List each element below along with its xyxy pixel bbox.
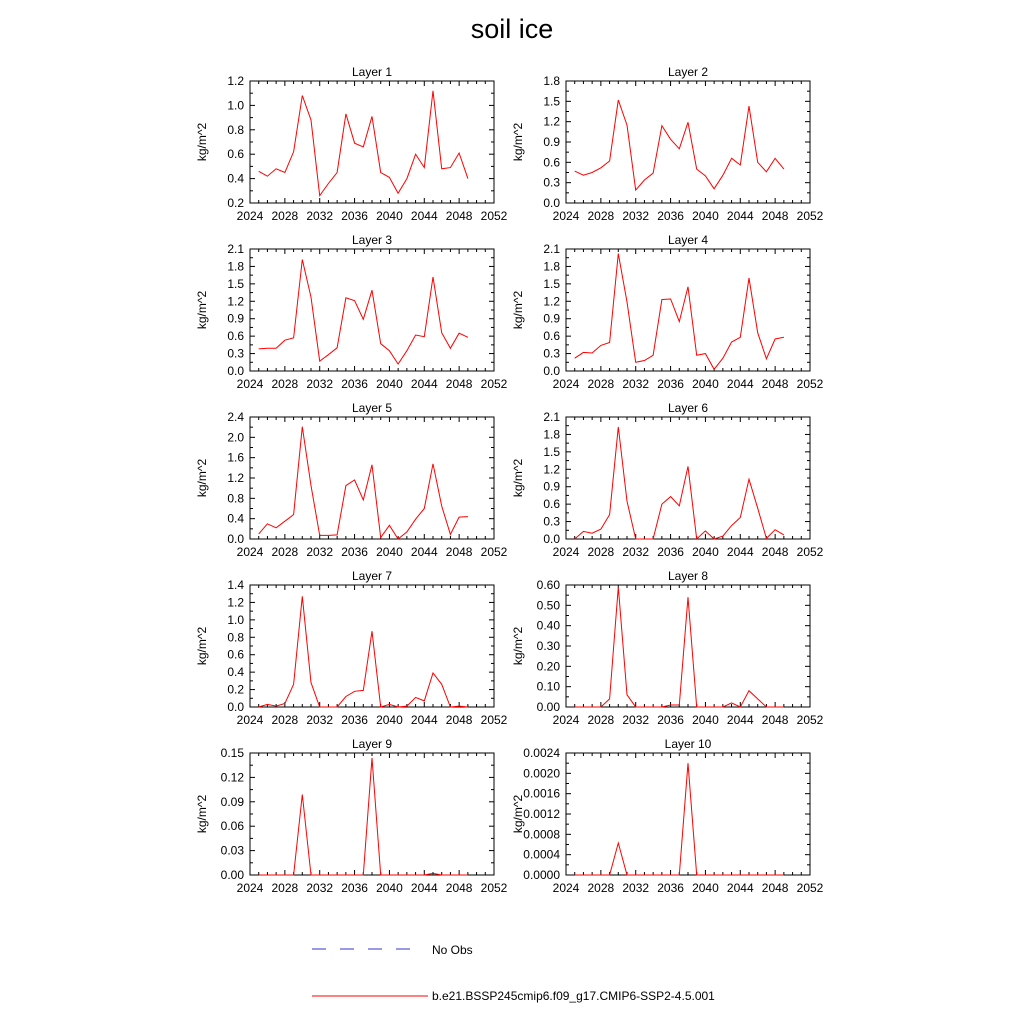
plot-frame	[566, 417, 810, 539]
y-tick-label: 0.6	[543, 329, 560, 344]
y-tick-label: 0.8	[227, 122, 244, 137]
y-tick-label: 0.2	[227, 682, 244, 697]
x-tick-label: 2040	[376, 545, 403, 559]
x-tick-label: 2048	[445, 377, 473, 391]
y-axis-label: kg/m^2	[195, 794, 209, 834]
y-tick-label: 0.6	[227, 329, 244, 344]
panel	[195, 65, 508, 223]
x-tick-label: 2032	[306, 881, 334, 895]
x-tick-label: 2044	[726, 377, 754, 391]
y-axis-label: kg/m^2	[195, 122, 209, 162]
x-tick-label: 2048	[445, 545, 473, 559]
x-tick-label: 2036	[657, 545, 684, 559]
x-tick-label: 2044	[410, 377, 438, 391]
y-tick-label: 0.10	[536, 679, 560, 694]
series-line	[575, 587, 784, 707]
y-tick-label: 1.5	[543, 444, 560, 459]
x-tick-label: 2052	[480, 209, 508, 223]
x-tick-label: 2028	[587, 209, 615, 223]
y-tick-label: 0.03	[220, 843, 244, 858]
x-tick-label: 2024	[236, 545, 264, 559]
panel	[511, 569, 824, 727]
y-tick-label: 0.0008	[523, 827, 560, 842]
panel-title: Layer 7	[351, 569, 393, 583]
series-line	[259, 596, 468, 707]
y-tick-label: 1.8	[227, 259, 244, 274]
x-tick-label: 2024	[236, 209, 264, 223]
x-tick-label: 2036	[341, 881, 368, 895]
y-tick-label: 0.3	[227, 346, 244, 361]
y-axis-label: kg/m^2	[511, 626, 525, 666]
x-tick-label: 2052	[480, 545, 508, 559]
x-tick-label: 2032	[622, 545, 650, 559]
panel	[511, 737, 824, 895]
x-tick-label: 2052	[480, 377, 508, 391]
y-tick-label: 0.30	[536, 639, 560, 653]
x-tick-label: 2032	[306, 209, 334, 223]
y-axis-label: kg/m^2	[511, 794, 525, 834]
y-tick-label: 0.06	[220, 819, 244, 834]
x-tick-label: 2044	[410, 209, 438, 223]
y-tick-label: 0.50	[536, 598, 560, 613]
panel	[195, 737, 508, 895]
panel-title: Layer 6	[667, 401, 709, 415]
y-tick-label: 0.0004	[523, 847, 560, 862]
series-line	[259, 260, 468, 365]
y-tick-label: 2.1	[543, 242, 560, 256]
plot-frame	[250, 249, 494, 371]
x-tick-label: 2028	[271, 713, 299, 727]
y-tick-label: 0.0020	[523, 766, 560, 781]
y-tick-label: 2.4	[227, 410, 244, 424]
x-tick-label: 2036	[341, 713, 368, 727]
y-tick-label: 0.4	[227, 171, 244, 186]
y-axis-label: kg/m^2	[511, 290, 525, 330]
x-tick-label: 2040	[692, 881, 719, 895]
y-tick-label: 1.5	[227, 276, 244, 291]
y-tick-label: 0.6	[227, 147, 244, 162]
x-tick-label: 2036	[657, 209, 684, 223]
series-line	[259, 758, 468, 875]
y-tick-label: 0.0	[543, 364, 560, 378]
x-tick-label: 2052	[796, 881, 824, 895]
x-tick-label: 2024	[236, 881, 264, 895]
panel-title: Layer 9	[351, 737, 393, 751]
x-tick-label: 2024	[552, 377, 580, 391]
x-tick-label: 2024	[552, 545, 580, 559]
x-tick-label: 2044	[410, 713, 438, 727]
x-tick-label: 2028	[587, 881, 615, 895]
plot-frame	[566, 753, 810, 875]
x-tick-label: 2028	[271, 881, 299, 895]
x-tick-label: 2032	[622, 209, 650, 223]
y-tick-label: 0.00	[536, 700, 560, 714]
y-tick-label: 0.4	[227, 665, 244, 680]
y-tick-label: 0.2	[227, 196, 244, 210]
x-tick-label: 2040	[692, 209, 719, 223]
y-tick-label: 0.60	[536, 578, 560, 592]
y-tick-label: 0.6	[543, 155, 560, 170]
plot-frame	[566, 81, 810, 203]
x-tick-label: 2028	[271, 545, 299, 559]
x-tick-label: 2044	[410, 545, 438, 559]
y-tick-label: 1.5	[543, 276, 560, 291]
x-tick-label: 2044	[726, 545, 754, 559]
series-line	[575, 254, 784, 370]
y-tick-label: 0.0	[543, 532, 560, 546]
y-tick-label: 0.0	[227, 532, 244, 546]
legend-obs-label: No Obs	[432, 943, 473, 957]
y-tick-label: 0.9	[543, 135, 560, 149]
plot-frame	[250, 753, 494, 875]
x-tick-label: 2052	[480, 713, 508, 727]
y-tick-label: 2.1	[227, 242, 244, 256]
legend	[0, 930, 1024, 1010]
y-tick-label: 1.2	[227, 294, 244, 309]
x-tick-label: 2028	[587, 713, 615, 727]
y-axis-label: kg/m^2	[511, 458, 525, 498]
panel-title: Layer 1	[351, 65, 393, 79]
panel-title: Layer 10	[664, 737, 712, 751]
x-tick-label: 2036	[341, 209, 368, 223]
panel	[511, 233, 824, 391]
y-tick-label: 0.0	[227, 364, 244, 378]
x-tick-label: 2024	[552, 209, 580, 223]
y-tick-label: 1.8	[543, 427, 560, 442]
x-tick-label: 2044	[726, 881, 754, 895]
panel	[195, 569, 508, 727]
y-tick-label: 0.3	[543, 175, 560, 190]
y-tick-label: 0.0	[543, 196, 560, 210]
panel-title: Layer 3	[351, 233, 393, 247]
y-tick-label: 1.8	[543, 259, 560, 274]
y-tick-label: 0.3	[543, 514, 560, 529]
x-tick-label: 2048	[761, 209, 789, 223]
x-tick-label: 2024	[236, 377, 264, 391]
x-tick-label: 2036	[341, 377, 368, 391]
y-axis-label: kg/m^2	[195, 626, 209, 666]
y-tick-label: 0.0	[227, 700, 244, 714]
x-tick-label: 2044	[726, 713, 754, 727]
y-tick-label: 0.6	[543, 497, 560, 512]
x-tick-label: 2028	[587, 377, 615, 391]
x-tick-label: 2048	[761, 713, 789, 727]
y-axis-label: kg/m^2	[195, 458, 209, 498]
y-tick-label: 0.3	[543, 346, 560, 361]
x-tick-label: 2036	[341, 545, 368, 559]
x-tick-label: 2040	[692, 377, 719, 391]
x-tick-label: 2028	[271, 377, 299, 391]
y-tick-label: 0.8	[227, 630, 244, 645]
x-tick-label: 2032	[306, 377, 334, 391]
x-tick-label: 2040	[692, 713, 719, 727]
y-tick-label: 1.2	[227, 471, 244, 485]
y-tick-label: 2.0	[227, 430, 244, 445]
y-tick-label: 2.1	[543, 410, 560, 424]
y-tick-label: 1.4	[227, 578, 244, 592]
y-tick-label: 0.09	[220, 794, 244, 809]
x-tick-label: 2028	[271, 209, 299, 223]
x-tick-label: 2048	[761, 377, 789, 391]
x-tick-label: 2040	[376, 881, 403, 895]
x-tick-label: 2032	[622, 713, 650, 727]
panel	[511, 401, 824, 559]
y-tick-label: 0.4	[227, 511, 244, 526]
series-line	[259, 427, 468, 539]
x-tick-label: 2024	[552, 881, 580, 895]
x-tick-label: 2040	[376, 713, 403, 727]
x-tick-label: 2052	[796, 377, 824, 391]
y-tick-label: 0.0016	[523, 786, 560, 801]
y-tick-label: 0.9	[543, 479, 560, 494]
x-tick-label: 2048	[445, 713, 473, 727]
figure-title: soil ice	[470, 14, 554, 44]
y-tick-label: 0.0000	[523, 868, 560, 882]
y-tick-label: 0.0024	[523, 746, 560, 760]
y-tick-label: 0.15	[220, 746, 244, 760]
y-tick-label: 0.00	[220, 868, 244, 882]
x-tick-label: 2040	[376, 377, 403, 391]
panel	[511, 65, 824, 223]
y-tick-label: 1.2	[227, 595, 244, 610]
x-tick-label: 2032	[622, 377, 650, 391]
x-tick-label: 2052	[480, 881, 508, 895]
x-tick-label: 2048	[761, 545, 789, 559]
panel-title: Layer 5	[351, 401, 393, 415]
x-tick-label: 2036	[657, 713, 684, 727]
y-axis-label: kg/m^2	[511, 122, 525, 162]
x-tick-label: 2040	[692, 545, 719, 559]
x-tick-label: 2052	[796, 713, 824, 727]
y-tick-label: 1.2	[543, 462, 560, 477]
plot-frame	[566, 249, 810, 371]
y-axis-label: kg/m^2	[195, 290, 209, 330]
x-tick-label: 2036	[657, 881, 684, 895]
panel-title: Layer 8	[667, 569, 709, 583]
x-tick-label: 2048	[445, 209, 473, 223]
y-tick-label: 0.12	[220, 770, 244, 785]
y-tick-label: 1.5	[543, 94, 560, 109]
x-tick-label: 2032	[622, 881, 650, 895]
series-line	[575, 100, 784, 190]
y-tick-label: 0.6	[227, 647, 244, 662]
y-tick-label: 0.8	[227, 491, 244, 506]
x-tick-label: 2028	[587, 545, 615, 559]
x-tick-label: 2024	[236, 713, 264, 727]
x-tick-label: 2032	[306, 545, 334, 559]
x-tick-label: 2052	[796, 545, 824, 559]
y-tick-label: 0.0012	[523, 807, 560, 821]
x-tick-label: 2040	[376, 209, 403, 223]
y-tick-label: 0.9	[543, 311, 560, 326]
panel-title: Layer 4	[667, 233, 709, 247]
y-tick-label: 0.20	[536, 659, 560, 674]
y-tick-label: 1.2	[543, 294, 560, 309]
y-tick-label: 1.0	[227, 98, 244, 113]
panel	[195, 401, 508, 559]
x-tick-label: 2036	[657, 377, 684, 391]
series-line	[575, 763, 784, 875]
y-tick-label: 0.9	[227, 311, 244, 326]
x-tick-label: 2032	[306, 713, 334, 727]
x-tick-label: 2044	[410, 881, 438, 895]
plot-frame	[250, 585, 494, 707]
series-line	[259, 91, 468, 196]
y-tick-label: 1.0	[227, 612, 244, 627]
y-tick-label: 1.2	[543, 114, 560, 129]
legend-model-label: b.e21.BSSP245cmip6.f09_g17.CMIP6-SSP2-4.5.001	[432, 989, 715, 1003]
panel-title: Layer 2	[667, 65, 709, 79]
x-tick-label: 2048	[445, 881, 473, 895]
x-tick-label: 2052	[796, 209, 824, 223]
y-tick-label: 0.40	[536, 618, 560, 633]
x-tick-label: 2024	[552, 713, 580, 727]
y-tick-label: 1.6	[227, 450, 244, 465]
x-tick-label: 2048	[761, 881, 789, 895]
plot-frame	[250, 81, 494, 203]
y-tick-label: 1.8	[543, 74, 560, 88]
panel	[195, 233, 508, 391]
series-line	[575, 427, 784, 539]
y-tick-label: 1.2	[227, 74, 244, 88]
x-tick-label: 2044	[726, 209, 754, 223]
